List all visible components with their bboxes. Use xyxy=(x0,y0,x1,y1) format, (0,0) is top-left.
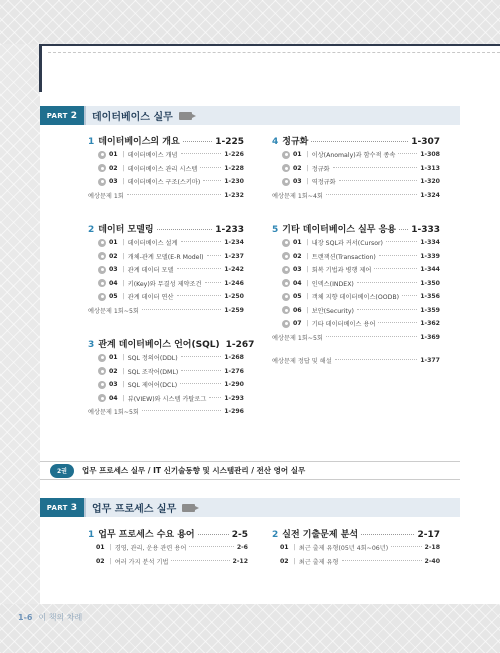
bullet-icon xyxy=(282,320,290,328)
toc-item[interactable]: 02 | 트랜잭션(Transaction) 1-339 xyxy=(272,250,440,264)
bullet-icon xyxy=(98,266,106,274)
left-pattern-band xyxy=(0,44,40,604)
frame-left-line xyxy=(39,44,42,92)
part-3-header xyxy=(40,498,460,517)
exercise-item[interactable]: 예상문제 1회~4회 1-324 xyxy=(272,191,440,200)
toc-item[interactable]: 01 | 내장 SQL과 커서(Cursor) 1-334 xyxy=(272,236,440,250)
part3-section-1 xyxy=(88,527,248,568)
bullet-icon xyxy=(282,151,290,159)
bullet-icon xyxy=(98,394,106,402)
toc-item[interactable]: 04 | 인덱스(INDEX) 1-350 xyxy=(272,277,440,291)
toc-item[interactable]: 02 | 개체-관계 모델(E-R Model) 1-237 xyxy=(88,250,244,264)
bullet-icon xyxy=(98,354,106,362)
toc-item[interactable]: 02 | 최근 출제 유형 2-40 xyxy=(280,557,440,566)
section-page: 1-225 xyxy=(215,137,244,147)
answers-item[interactable]: 예상문제 정답 및 해설 1-377 xyxy=(272,357,440,366)
toc-item[interactable]: 03 | 관계 데이터 모델 1-242 xyxy=(88,263,244,277)
page-number: 1-6 xyxy=(18,613,33,622)
toc-item[interactable]: 07 | 기타 데이터베이스 용어 1-362 xyxy=(272,317,440,331)
section-heading[interactable]: 1 업무 프로세스 수요 용어 2-5 xyxy=(88,530,248,540)
bullet-icon xyxy=(98,367,106,375)
bullet-icon xyxy=(282,279,290,287)
section-5 xyxy=(272,222,440,368)
dashed-divider xyxy=(48,52,500,53)
bullet-icon xyxy=(98,239,106,247)
part-tag-label: PART xyxy=(46,111,68,120)
section-number: 1 xyxy=(88,137,95,147)
toc-item[interactable]: 06 | 보안(Security) 1-359 xyxy=(272,304,440,318)
bullet-icon xyxy=(282,266,290,274)
bullet-icon xyxy=(98,178,106,186)
bullet-icon xyxy=(282,178,290,186)
toc-item[interactable]: 01 | SQL 정의어(DDL) 1-268 xyxy=(88,351,244,365)
toc-item[interactable]: 04 | 뷰(VIEW)와 시스템 카탈로그 1-293 xyxy=(88,392,244,406)
part-3-tag: PART 3 xyxy=(40,498,84,517)
toc-item[interactable]: 01 | 데이터베이스 설계 1-234 xyxy=(88,236,244,250)
bullet-icon xyxy=(282,164,290,172)
leader-dots xyxy=(183,141,213,142)
bullet-icon xyxy=(98,252,106,260)
toc-item[interactable]: 03 | 역정규화 1-320 xyxy=(272,175,440,189)
section-heading[interactable]: 3 관계 데이터베이스 언어(SQL) 1-267 xyxy=(88,340,255,350)
part-2-header xyxy=(40,106,460,125)
toc-item[interactable]: 02 | 정규화 1-313 xyxy=(272,162,440,176)
part-3-title: 업무 프로세스 실무 xyxy=(92,504,177,515)
section-heading[interactable]: 2 실전 기출문제 분석 2-17 xyxy=(272,530,440,540)
toc-item[interactable]: 02 | 데이터베이스 관리 시스템 1-228 xyxy=(88,162,244,176)
frame-top-line xyxy=(39,44,500,46)
toc-item[interactable]: 03 | SQL 제어어(DCL) 1-290 xyxy=(88,378,244,392)
camera-icon xyxy=(179,112,192,120)
section-title: 데이터베이스의 개요 xyxy=(98,137,180,147)
bullet-icon xyxy=(282,306,290,314)
exercise-item[interactable]: 예상문제 1회~5회 1-369 xyxy=(272,333,440,342)
top-pattern-band xyxy=(0,0,500,44)
part3-section-2 xyxy=(272,527,440,568)
bullet-icon xyxy=(282,252,290,260)
section-3 xyxy=(88,337,255,419)
bullet-icon xyxy=(98,151,106,159)
part-3-title-box xyxy=(84,498,460,517)
section-heading[interactable]: 5 기타 데이터베이스 실무 응용 1-333 xyxy=(272,225,440,235)
section-heading[interactable]: 2 데이터 모델링 1-233 xyxy=(88,225,244,235)
volume-2-band xyxy=(40,461,460,480)
toc-item[interactable]: 02 | 여러 가지 분석 기법 2-12 xyxy=(96,557,248,566)
section-1 xyxy=(88,134,244,202)
section-2 xyxy=(88,222,244,317)
toc-item[interactable]: 01 | 최근 출제 유형(05년 4회~06년) 2-18 xyxy=(280,544,440,553)
toc-item[interactable]: 01 | 경영, 관리, 운용 관련 용어 2-6 xyxy=(96,544,248,553)
toc-item[interactable]: 01 | 데이터베이스 개념 1-226 xyxy=(88,148,244,162)
bullet-icon xyxy=(98,293,106,301)
bullet-icon xyxy=(98,381,106,389)
bullet-icon xyxy=(282,293,290,301)
volume-tag: 2권 xyxy=(50,464,74,478)
section-4 xyxy=(272,134,440,202)
toc-item[interactable]: 05 | 관계 데이터 연산 1-250 xyxy=(88,290,244,304)
toc-item[interactable]: 05 | 객체 지향 데이터베이스(OODB) 1-356 xyxy=(272,290,440,304)
toc-item[interactable]: 03 | 데이터베이스 구조(스키마) 1-230 xyxy=(88,175,244,189)
part-2-tag xyxy=(40,106,84,125)
section-heading[interactable]: 4 정규화 1-307 xyxy=(272,137,440,147)
toc-item[interactable]: 04 | 키(Key)와 무결성 제약조건 1-246 xyxy=(88,277,244,291)
section-heading[interactable] xyxy=(88,134,244,148)
bullet-icon xyxy=(282,239,290,247)
volume-title: 업무 프로세스 실무 / IT 신기술동향 및 시스템관리 / 전산 영어 실무 xyxy=(82,466,306,475)
footer-label: 이 책의 차례 xyxy=(38,613,83,622)
toc-item[interactable]: 02 | SQL 조작어(DML) 1-276 xyxy=(88,365,244,379)
bullet-icon xyxy=(98,279,106,287)
toc-item[interactable]: 01 | 이상(Anomaly)과 함수적 종속 1-308 xyxy=(272,148,440,162)
toc-item[interactable]: 03 | 회복 기법과 병행 제어 1-344 xyxy=(272,263,440,277)
bullet-icon xyxy=(98,164,106,172)
exercise-item[interactable]: 예상문제 1회 1-232 xyxy=(88,191,244,200)
exercise-item[interactable]: 예상문제 1회~5회 1-296 xyxy=(88,408,244,417)
page-footer xyxy=(18,612,82,623)
part-tag-number: 2 xyxy=(70,110,78,121)
exercise-item[interactable]: 예상문제 1회~5회 1-259 xyxy=(88,306,244,315)
part-2-title: 데이터베이스 실무 xyxy=(92,112,173,123)
camera-icon xyxy=(182,504,195,512)
part-2-title-box xyxy=(84,106,460,125)
